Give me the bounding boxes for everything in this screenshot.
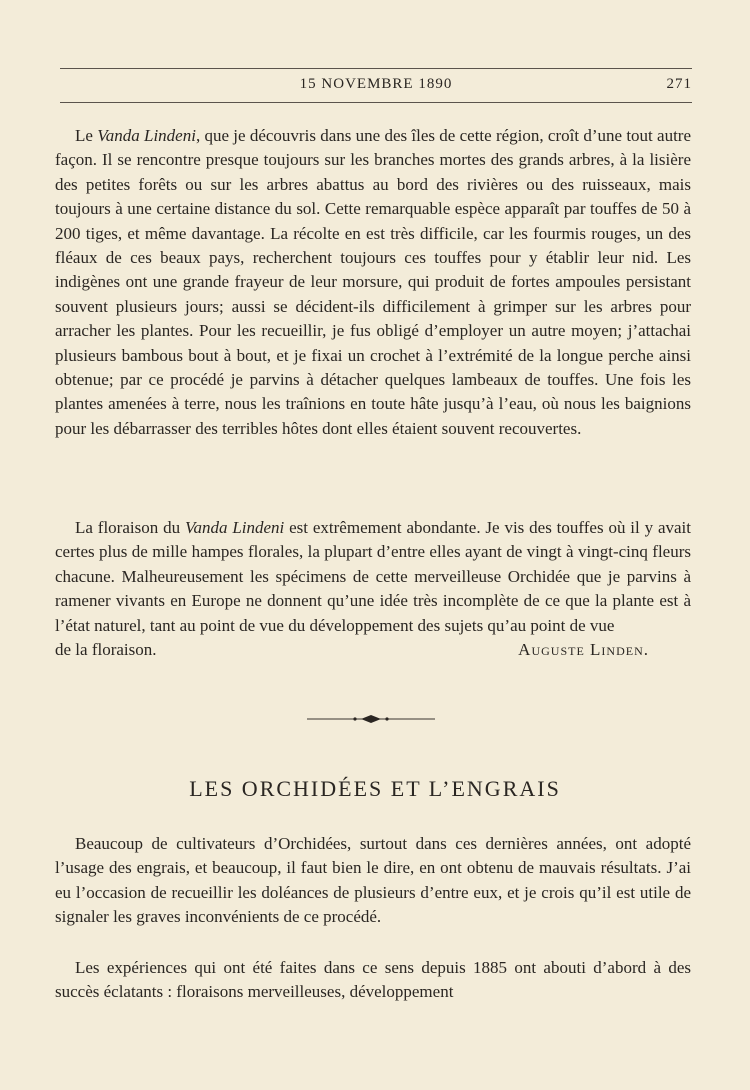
article2-p2-text: Les expériences qui ont été faites dans ce sens depuis 1885 ont abouti d’abord à des succès éclatants : floraisons merveilleuses, développement	[55, 958, 691, 1002]
closing-line	[55, 638, 691, 662]
header-date: 15 NOVEMBRE 1890	[299, 76, 453, 92]
running-header	[60, 76, 692, 98]
article2-p1-text: Beaucoup de cultivateurs d’Orchidées, surtout dans ces dernières années, ont adopté l’usage des engrais, et beaucoup, il faut bien le dire, en ont obtenu de mauvais résultats. J’ai eu l’occasion de recueillir les doléances de plusieurs d’entre eux, et je crois qu’il est utile de signaler les graves inconvénients de ce procédé.	[55, 834, 691, 927]
article1-paragraph-1	[55, 124, 691, 441]
article1-p1-text: , que je découvris dans une des îles de cette région, croît d’une tout autre façon. Il se rencontre presque toujours sur les branches mortes des grands arbres, à la lisière des petites forêts ou sur les arbres abattus au bord des rivières ou des ruisseaux, mais toujours à une certaine distance du sol. Cette remarquable espèce apparaît par touffes de 50 à 200 tiges, et même davantage. La récolte en est très difficile, car les fourmis rouges, un des fléaux de ces beaux pays, recherchent toujours ces touffes pour y établir leur nid. Les indigènes ont une grande frayeur de leur morsure, qui produit de fortes ampoules persistant souvent plusieurs jours; aussi se décident-ils difficilement à grimper sur les arbres pour arracher les plantes. Pour les recueillir, je fus obligé d’employer un autre moyen; j’attachai plusieurs bambous bout à bout, et je fixai un crochet à l’extrémité de la longue perche ainsi obtenue; par ce procédé je parvins à détacher quelques lambeaux de touffes. Une fois les plantes amenées à terre, nous les traînions en toute hâte jusqu’à l’eau, où nous les baignions pour les débarrasser des terribles hôtes dont elles étaient souvent recouvertes.	[55, 126, 692, 438]
header-rule-bottom	[60, 102, 692, 103]
article1-p2-plant-name: Vanda Lindeni	[184, 518, 285, 537]
article2-paragraph-2	[55, 956, 691, 1005]
header-rule-top	[60, 68, 692, 69]
page-number: 271	[666, 76, 692, 92]
article1-p1-plant-name: Vanda Lindeni	[97, 126, 196, 145]
author-signature: Auguste Linden.	[518, 640, 649, 660]
article1-paragraph-2	[55, 516, 691, 662]
article1-p2-text: est extrêmement abondante. Je vis des touffes où il y avait certes plus de mille hampes florales, la plupart d’entre elles ayant de vingt à vingt-cinq fleurs chacune. Malheureusement les spécimens de cette merveilleuse Orchidée que je parvins à ramener vivants en Europe ne donnent qu’une idée très incomplète de ce que la plante est à l’état naturel, tant au point de vue du développement des sujets qu’au point de vue	[55, 518, 692, 635]
article2-title: LES ORCHIDÉES ET L’ENGRAIS	[189, 776, 561, 801]
article1-p1-start: Le	[75, 126, 98, 145]
article2-paragraph-1	[55, 832, 691, 930]
section-ornament	[307, 712, 435, 726]
article1-p2-start: La floraison du	[75, 518, 185, 537]
article1-p2-last-line: de la floraison.	[55, 640, 157, 660]
